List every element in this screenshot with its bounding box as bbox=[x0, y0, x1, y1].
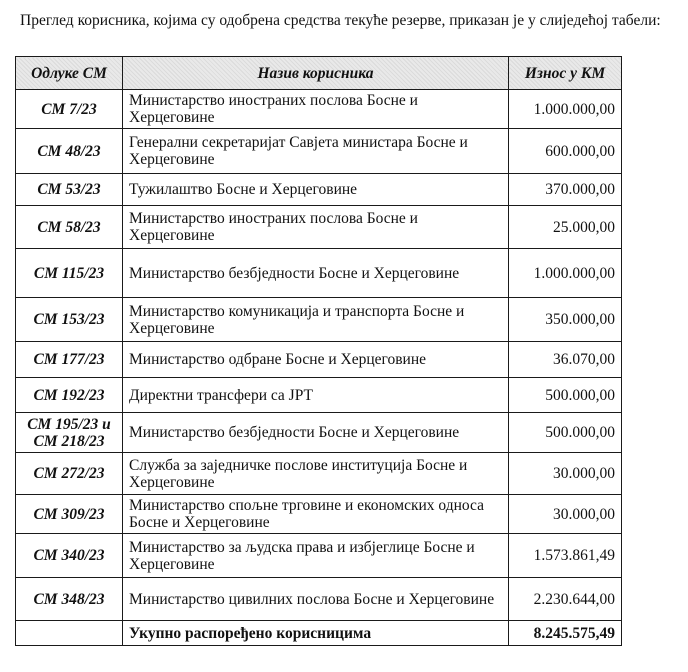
table-row bbox=[16, 129, 622, 174]
user-cell: Министарство одбране Босне и Херцеговине bbox=[123, 342, 509, 378]
decision-cell: СМ 7/23 bbox=[16, 90, 123, 129]
amount-cell: 2.230.644,00 bbox=[509, 578, 622, 621]
amount-cell: 500.000,00 bbox=[509, 378, 622, 413]
amount-cell: 370.000,00 bbox=[509, 174, 622, 206]
user-cell: Министарство цивилних послова Босне и Херцеговине bbox=[123, 578, 509, 621]
table-row bbox=[16, 174, 622, 206]
decision-cell: СМ 195/23 и СМ 218/23 bbox=[16, 413, 123, 453]
table-row bbox=[16, 342, 622, 378]
amount-cell: 600.000,00 bbox=[509, 129, 622, 174]
user-cell: Министарство спољне трговине и економских односа Босне и Херцеговине bbox=[123, 495, 509, 534]
amount-cell: 25.000,00 bbox=[509, 206, 622, 249]
user-cell: Министарство комуникација и транспорта Босне и Херцеговине bbox=[123, 298, 509, 342]
header-amount: Износ у КМ bbox=[509, 57, 622, 90]
decision-cell: СМ 340/23 bbox=[16, 534, 123, 578]
user-cell: Министарство иностраних послова Босне и Херцеговине bbox=[123, 206, 509, 249]
total-amount: 8.245.575,49 bbox=[509, 621, 622, 646]
header-user: Назив корисника bbox=[123, 57, 509, 90]
decision-cell: СМ 177/23 bbox=[16, 342, 123, 378]
reserve-allocation-table bbox=[15, 56, 622, 646]
header-decision: Одлуке СМ bbox=[16, 57, 123, 90]
amount-cell: 350.000,00 bbox=[509, 298, 622, 342]
user-cell: Тужилаштво Босне и Херцеговине bbox=[123, 174, 509, 206]
table-row bbox=[16, 90, 622, 129]
user-cell: Министарство иностраних послова Босне и Херцеговине bbox=[123, 90, 509, 129]
user-cell: Служба за заједничке послове институција Босне и Херцеговине bbox=[123, 453, 509, 495]
table-row bbox=[16, 495, 622, 534]
amount-cell: 30.000,00 bbox=[509, 495, 622, 534]
decision-cell: СМ 153/23 bbox=[16, 298, 123, 342]
amount-cell: 1.000.000,00 bbox=[509, 249, 622, 298]
decision-cell: СМ 192/23 bbox=[16, 378, 123, 413]
user-cell: Генерални секретаријат Савјета министара Босне и Херцеговине bbox=[123, 129, 509, 174]
table-row bbox=[16, 534, 622, 578]
table-row bbox=[16, 206, 622, 249]
table-header-row bbox=[16, 57, 622, 90]
decision-cell: СМ 309/23 bbox=[16, 495, 123, 534]
total-label: Укупно распоређено корисницима bbox=[123, 621, 509, 646]
decision-cell: СМ 348/23 bbox=[16, 578, 123, 621]
table-row bbox=[16, 413, 622, 453]
table-row bbox=[16, 578, 622, 621]
amount-cell: 36.070,00 bbox=[509, 342, 622, 378]
table-row bbox=[16, 453, 622, 495]
table-row bbox=[16, 378, 622, 413]
user-cell: Министарство за људска права и избјеглице Босне и Херцеговине bbox=[123, 534, 509, 578]
amount-cell: 1.573.861,49 bbox=[509, 534, 622, 578]
amount-cell: 30.000,00 bbox=[509, 453, 622, 495]
intro-text: Преглед корисника, којима су одобрена средства текуће резерве, приказан је у слиједећој табели: bbox=[20, 12, 661, 29]
amount-cell: 500.000,00 bbox=[509, 413, 622, 453]
decision-cell: СМ 272/23 bbox=[16, 453, 123, 495]
amount-cell: 1.000.000,00 bbox=[509, 90, 622, 129]
user-cell: Министарство безбједности Босне и Херцеговине bbox=[123, 413, 509, 453]
decision-cell: СМ 53/23 bbox=[16, 174, 123, 206]
user-cell: Директни трансфери са ЈРТ bbox=[123, 378, 509, 413]
decision-cell: СМ 48/23 bbox=[16, 129, 123, 174]
total-row bbox=[16, 621, 622, 646]
table-row bbox=[16, 298, 622, 342]
table-row bbox=[16, 249, 622, 298]
user-cell: Министарство безбједности Босне и Херцеговине bbox=[123, 249, 509, 298]
decision-cell: СМ 58/23 bbox=[16, 206, 123, 249]
total-empty-cell bbox=[16, 621, 123, 646]
decision-cell: СМ 115/23 bbox=[16, 249, 123, 298]
